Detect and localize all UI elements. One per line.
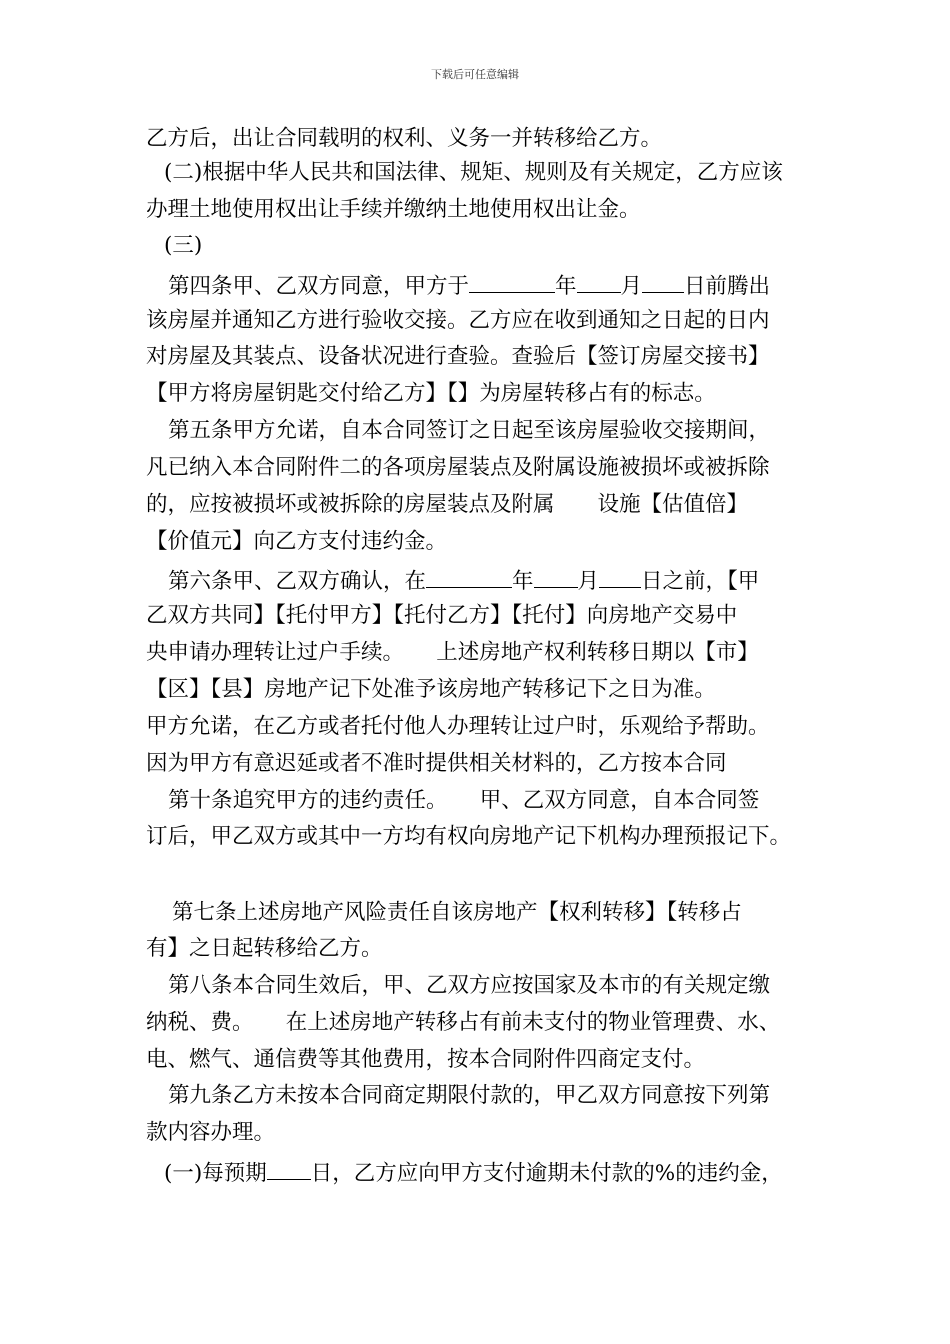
text-line: 乙双方共同】【托付甲方】【托付乙方】【托付】向房地产交易中 xyxy=(146,603,738,628)
year-label: 年 xyxy=(512,569,534,594)
text-line: 央申请办理转让过户手续。 上述房地产权利转移日期以【市】 xyxy=(146,640,759,665)
text-line: 甲方允诺，在乙方或者托付他人办理转让过户时，乐观给予帮助。 xyxy=(146,714,770,739)
item-1-line xyxy=(164,1159,783,1185)
day-label: 日前腾出 xyxy=(684,274,771,299)
text-line: 办理土地使用权出让手续并缴纳土地使用权出让金。 xyxy=(146,197,641,222)
month-blank xyxy=(577,272,621,293)
month-blank xyxy=(534,567,578,588)
text-line: 乙方后，出让合同载明的权利、义务一并转移给乙方。 xyxy=(146,126,663,151)
article-6-line xyxy=(168,567,759,593)
days-blank xyxy=(267,1159,311,1180)
text-line: 凡已纳入本合同附件二的各项房屋装点及附属设施被损坏或被拆除 xyxy=(146,455,770,480)
text-line: 【区】【县】房地产记下处准予该房地产转移记下之日为准。 xyxy=(146,677,716,702)
text-line: 第八条本合同生效后，甲、乙双方应按国家及本市的有关规定缴 xyxy=(168,973,771,998)
day-label: 日之前，【甲 xyxy=(641,569,760,594)
text-line: 订后，甲乙双方或其中一方均有权向房地产记下机构办理预报记下。 xyxy=(146,824,792,849)
text-line: 第九条乙方未按本合同商定期限付款的，甲乙双方同意按下列第 xyxy=(168,1083,771,1108)
text-line: 对房屋及其装点、设备状况进行查验。查验后【签订房屋交接书】 xyxy=(146,344,770,369)
article-4-text: 第四条甲、乙双方同意，甲方于 xyxy=(168,274,470,299)
text-line: 纳税、费。 在上述房地产转移占有前未支付的物业管理费、水、 xyxy=(146,1010,781,1035)
text-line: (二)根据中华人民共和国法律、规矩、规则及有关规定，乙方应该 xyxy=(164,160,783,185)
month-label: 月 xyxy=(577,569,600,594)
text-line: 因为甲方有意迟延或者不准时提供相关材料的，乙方按本合同 xyxy=(146,751,727,776)
text-line: 第十条追究甲方的违约责任。 甲、乙双方同意，自本合同签 xyxy=(168,788,760,813)
day-blank xyxy=(599,567,641,588)
article-6-text: 第六条甲、乙双方确认，在 xyxy=(168,569,427,594)
text-line: 款内容办理。 xyxy=(146,1120,276,1145)
item-1-text: (一)每预期 xyxy=(164,1161,267,1186)
year-label: 年 xyxy=(555,274,577,299)
text-line: 【价值元】向乙方支付违约金。 xyxy=(146,529,448,554)
text-line: 该房屋并通知乙方进行验收交接。乙方应在收到通知之日起的日内 xyxy=(146,308,770,333)
text-line: 的，应按被损坏或被拆除的房屋装点及附属 设施【估值倍】 xyxy=(146,492,749,517)
year-blank xyxy=(469,272,555,293)
text-line: 【甲方将房屋钥匙交付给乙方】【】为房屋转移占有的标志。 xyxy=(146,381,716,406)
year-blank xyxy=(426,567,512,588)
article-4-line xyxy=(168,272,770,298)
month-label: 月 xyxy=(620,274,643,299)
text-line: 第五条甲方允诺，自本合同签订之日起至该房屋验收交接期间， xyxy=(168,418,771,443)
text-line: 电、燃气、通信费等其他费用，按本合同附件四商定支付。 xyxy=(146,1047,706,1072)
text-line: 有】之日起转移给乙方。 xyxy=(146,936,383,961)
day-blank xyxy=(642,272,684,293)
text-line: 第七条上述房地产风险责任自该房地产【权利转移】【转移占 xyxy=(172,900,742,925)
item-1-rest: 日，乙方应向甲方支付逾期未付款的%的违约金， xyxy=(310,1161,783,1186)
text-line: (三) xyxy=(164,233,203,258)
page-header: 下载后可任意编辑 xyxy=(431,68,519,81)
